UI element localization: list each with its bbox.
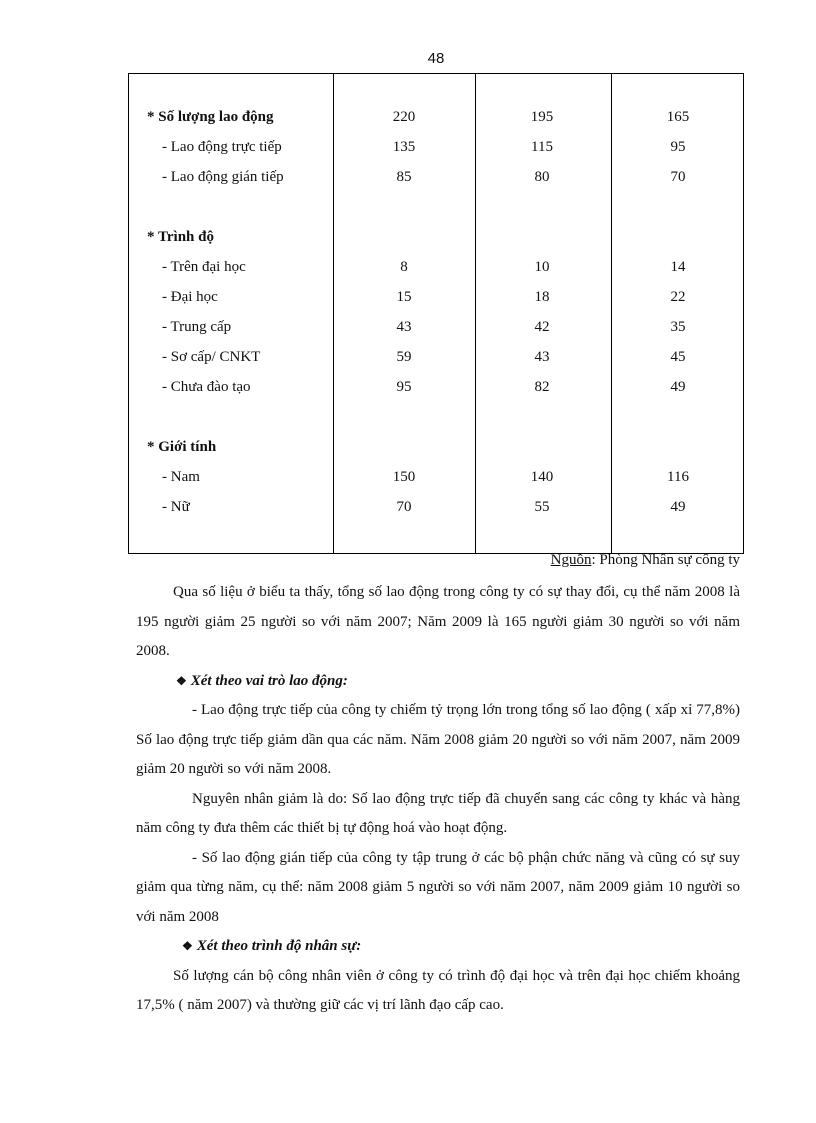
table-row [129,132,743,162]
cell-v2: 18 [534,289,550,305]
table-row [129,162,743,192]
cell-v3: 95 [670,139,686,155]
cell-v2: 55 [534,499,550,515]
cell-v2: 140 [530,469,554,485]
table-row [129,312,743,342]
cell-v1: 59 [396,349,412,365]
cell-v1: 43 [396,319,412,335]
row-label: - Đại học [162,289,218,305]
table-row [129,342,743,372]
row-label: * Giới tính [147,439,217,455]
cell-v2: 115 [531,139,553,155]
paragraph: Nguyên nhân giảm là do: Số lao động trực tiếp đã chuyển sang các công ty khác và hàng năm công ty đưa thêm các thiết bị tự động hoá vào hoạt động. [136,790,740,836]
cell-v3: 22 [670,289,686,305]
table-row [129,102,743,132]
row-label: - Lao động trực tiếp [162,139,282,155]
section-heading [136,932,740,962]
cell-v3: 35 [670,319,686,335]
cell-v3: 14 [670,259,686,275]
cell-v1: 220 [392,109,416,125]
cell-v1: 135 [392,139,416,155]
cell-v1: 150 [392,469,416,485]
row-label: * Trình độ [147,229,214,245]
table-row [129,432,743,462]
paragraph: Qua số liệu ở biểu ta thấy, tổng số lao động trong công ty có sự thay đổi, cụ thể năm 2008 là 195 người giảm 25 người so với năm 2007; Năm 2009 là 165 người giảm 30 người so với năm 2008. [136,584,740,659]
table-row [129,282,743,312]
section-heading [136,667,740,697]
labor-table [128,73,744,554]
row-label: - Sơ cấp/ CNKT [162,349,261,365]
page-number: 48 [427,50,445,67]
row-label: - Trung cấp [162,319,232,335]
cell-v3: 70 [670,169,686,185]
table-row [129,222,743,252]
source-text: : Phòng Nhân sự công ty [591,552,740,568]
paragraph: - Lao động trực tiếp của công ty chiếm tỷ trọng lớn trong tổng số lao động ( xấp xỉ 77,8%) Số lao động trực tiếp giảm dần qua các năm. Năm 2008 giảm 20 người so với năm 2007, năm 2009 giảm 20 người so với năm 2008. [136,702,740,777]
table-source [551,552,740,569]
table-row [129,252,743,282]
heading-text: Xét theo vai trò lao động: [190,672,348,689]
table-row [129,462,743,492]
row-label: - Nam [162,469,200,485]
cell-v3: 165 [666,109,690,125]
body-text [136,578,740,1021]
cell-v1: 70 [396,499,412,515]
cell-v3: 116 [667,469,689,485]
cell-v2: 195 [530,109,554,125]
row-label: - Trên đại học [162,259,246,275]
cell-v2: 43 [534,349,550,365]
cell-v2: 10 [534,259,550,275]
paragraph: - Số lao động gián tiếp của công ty tập trung ở các bộ phận chức năng và cũng có sự suy giảm qua từng năm, cụ thể: năm 2008 giảm 5 người so với năm 2007, năm 2009 giảm 10 người so với năm 2008 [136,849,740,925]
cell-v1: 85 [396,169,412,185]
row-label: - Nữ [162,499,190,515]
heading-text: Xét theo trình độ nhân sự: [196,938,362,954]
row-label: - Lao động gián tiếp [162,169,284,185]
row-label: - Chưa đào tạo [162,379,251,395]
diamond-bullet-icon: ❖ [182,939,193,953]
table-row [129,492,743,522]
diamond-bullet-icon: ❖ [176,673,187,688]
cell-v1: 95 [396,379,412,395]
cell-v2: 82 [534,379,550,395]
cell-v3: 45 [670,349,686,365]
cell-v3: 49 [670,499,686,515]
source-label: Nguồn [550,552,592,568]
cell-v1: 8 [400,259,408,275]
cell-v3: 49 [670,379,686,395]
cell-v1: 15 [396,289,412,305]
cell-v2: 42 [534,319,550,335]
table-row [129,372,743,402]
cell-v2: 80 [534,169,550,185]
paragraph: Số lượng cán bộ công nhân viên ở công ty có trình độ đại học và trên đại học chiếm khoảng 17,5% ( năm 2007) và thường giữ các vị trí lãnh đạo cấp cao. [136,967,740,1013]
row-label: * Số lượng lao động [147,109,274,125]
